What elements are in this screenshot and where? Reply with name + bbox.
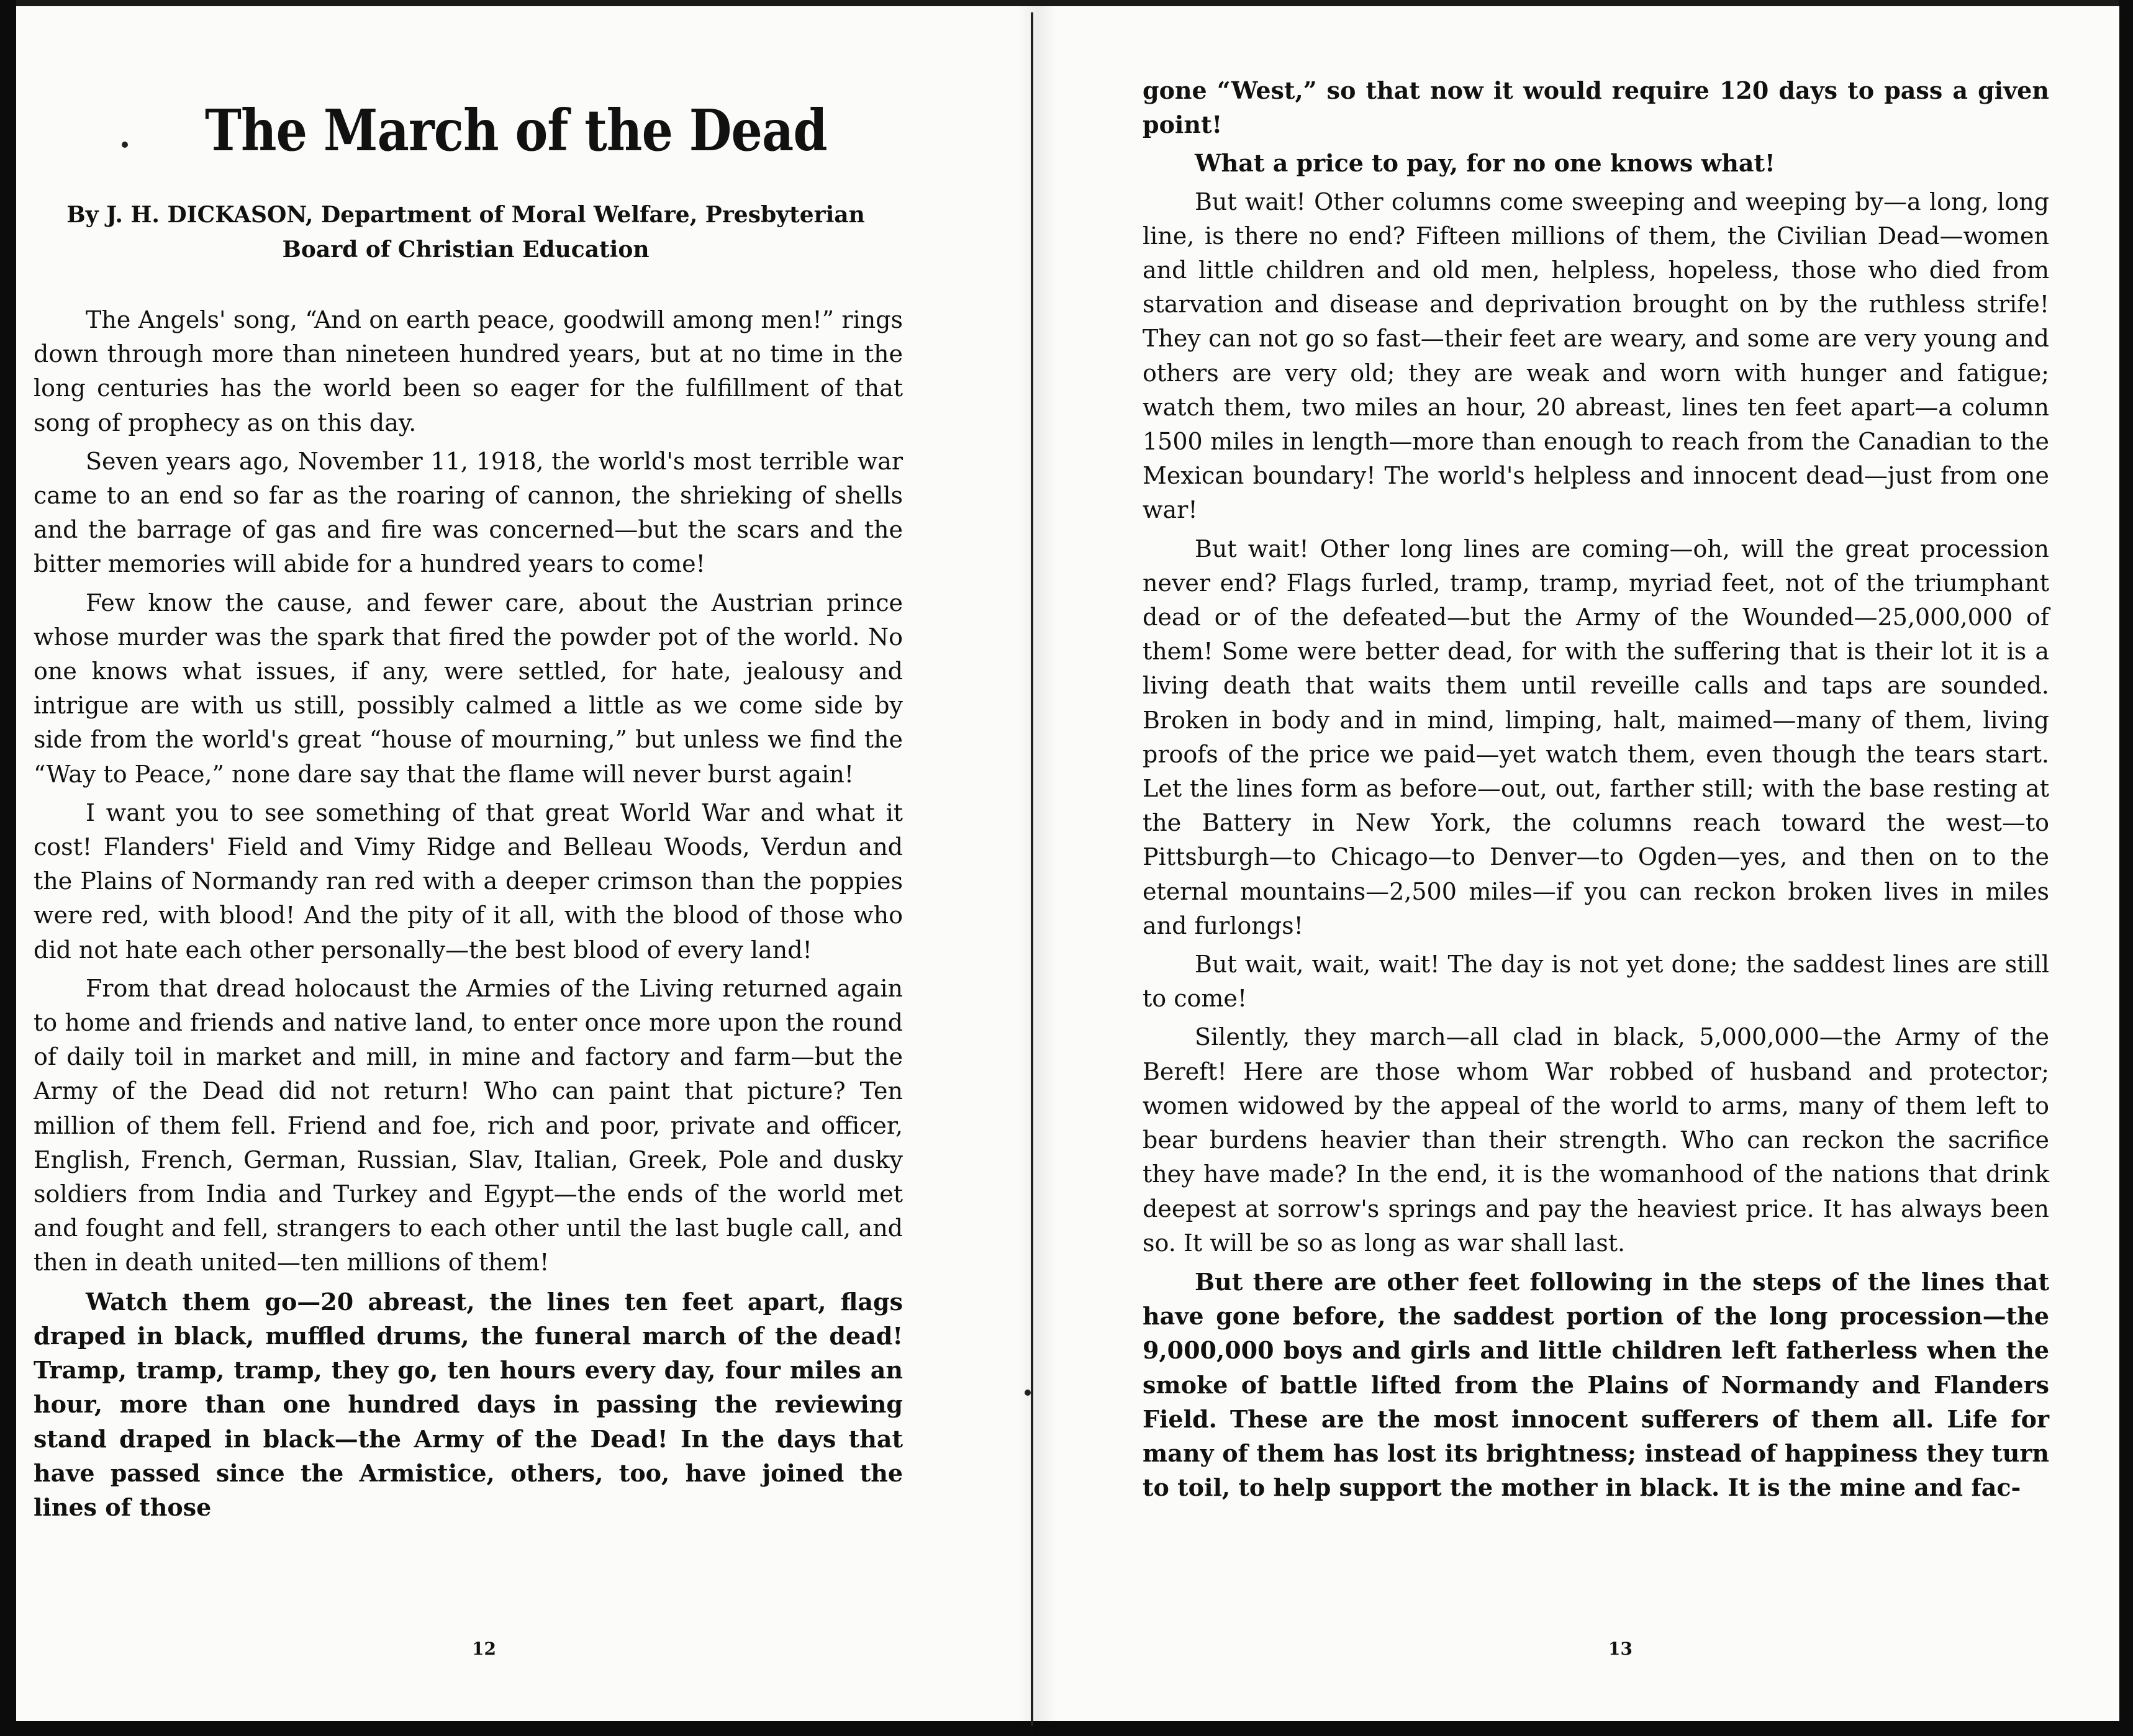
paragraph: But wait, wait, wait! The day is not yet done; the saddest lines are still to come! [1143,951,2049,1013]
page-number: 13 [1608,1639,1633,1659]
scan-speck [1025,1390,1031,1396]
paragraph: I want you to see something of that great World War and what it cost! Flanders' Field and Vimy Ridge and Belleau Woods, Verdun and the Plains of Normandy ran red with a deeper crimson than the poppies were red, with blood! And the pity of it all, with the blood of those who did not hate each other personally—the best blood of every land! [34,798,903,964]
scan-edge-right [2119,0,2133,1736]
paragraph: But there are other feet following in the steps of the lines that have gone before, the saddest portion of the long procession—the 9,000,000 boys and girls and little children left fatherless when the smoke of battle lifted from the Plains of Normandy and Flanders Field. These are the most innocent sufferers of them all. Life for many of them has lost its brightness; instead of happiness they turn to toil, to help support the mother in black. It is the mine and fac- [1143,1267,2049,1502]
book-gutter [1031,12,1033,1726]
right-page-body [1143,73,2049,1509]
paragraph: Watch them go—20 abreast, the lines ten feet apart, flags draped in black, muffled drums, the funeral march of the dead! Tramp, tramp, tramp, they go, ten hours every day, four miles an hour, more than one hundred days in passing the reviewing stand draped in black—the Army of the Dead! In the days that have passed since the Armistice, others, too, have joined the lines of those [34,1287,903,1521]
paragraph: Few know the cause, and fewer care, about the Austrian prince whose murder was the spark that fired the powder pot of the world. No one knows what issues, if any, were settled, for hate, jealousy and intrigue are with us still, possibly calmed a little as we come side by side from the world's great “house of mourning,” but unless we find the “Way to Peace,” none dare say that the flame will never burst again! [34,589,903,788]
paragraph: But wait! Other columns come sweeping and weeping by—a long, long line, is there no end? Fifteen millions of them, the Civilian Dead—women and little children and old men, helpless, hopeless, those who died from starvation and disease and deprivation brought on by the ruthless strife! They can not go so fast—their feet are weary, and some are very young and others are very old; they are weak and worn with hunger and fatigue; watch them, two miles an hour, 20 abreast, lines ten feet apart—a column 1500 miles in length—more than enough to reach from the Canadian to the Mexican boundary! The world's helpless and innocent dead—just from one war! [1143,188,2049,524]
continued-paragraph: gone “West,” so that now it would require 120 days to pass a given point! [1143,76,2049,139]
scan-edge-left [0,0,16,1736]
article-title: The March of the Dead [205,97,827,164]
paragraph: Seven years ago, November 11, 1918, the world's most terrible war came to an end so far as the roaring of cannon, the shrieking of shells and the barrage of gas and fire was concerned—but the scars and the bitter memories will abide for a hundred years to come! [34,447,903,578]
article-byline: By J. H. DICKASON, Department of Moral Welfare, Presbyterian Board of Christian Education [66,202,865,263]
right-page [1143,0,2058,1736]
paragraph: The Angels' song, “And on earth peace, goodwill among men!” rings down through more than nineteen hundred years, but at no time in the long centuries has the world been so eager for the fulfillment of that song of prophecy as on this day. [34,306,903,436]
paragraph: From that dread holocaust the Armies of the Living returned again to home and friends and native land, to enter once more upon the round of daily toil in market and mill, in mine and factory and farm—but the Army of the Dead did not return! Who can paint that picture? Ten million of them fell. Friend and foe, rich and poor, private and officer, English, French, German, Russian, Slav, Italian, Greek, Pole and dusky soldiers from India and Turkey and Egypt—the ends of the world met and fought and fell, strangers to each other until the last bugle call, and then in death united—ten millions of them! [34,974,903,1277]
paragraph: But wait! Other long lines are coming—oh, will the great procession never end? Flags furled, tramp, tramp, myriad feet, not of the triumphant dead or of the defeated—but the Army of the Wounded—25,000,000 of them! Some were better dead, for with the suffering that is their lot it is a living death that waits them until reveille calls and taps are sounded. Broken in body and in mind, limping, halt, maimed—many of them, living proofs of the price we paid—yet watch them, even though the tears start. Let the lines form as before—out, out, farther still; with the base resting at the Battery in New York, the columns reach toward the west—to Pittsburgh—to Chicago—to Denver—to Ogden—yes, and then on to the eternal mountains—2,500 miles—if you can reckon broken lives in miles and furlongs! [1143,535,2049,939]
page-number: 12 [472,1639,496,1659]
paragraph: Silently, they march—all clad in black, 5,000,000—the Army of the Bereft! Here are those whom War robbed of husband and protector; women widowed by the appeal of the world to arms, many of them left to bear burdens heavier than their strength. Who can reckon the sacrifice they have made? In the end, it is the womanhood of the nations that drink deepest at sorrow's springs and pay the heaviest price. It has always been so. It will be so as long as war shall last. [1143,1023,2049,1257]
paragraph: What a price to pay, for no one knows what! [1195,149,1775,178]
left-page [25,0,903,1736]
gutter-shadow [1018,0,1056,1736]
left-page-body [34,303,903,1529]
